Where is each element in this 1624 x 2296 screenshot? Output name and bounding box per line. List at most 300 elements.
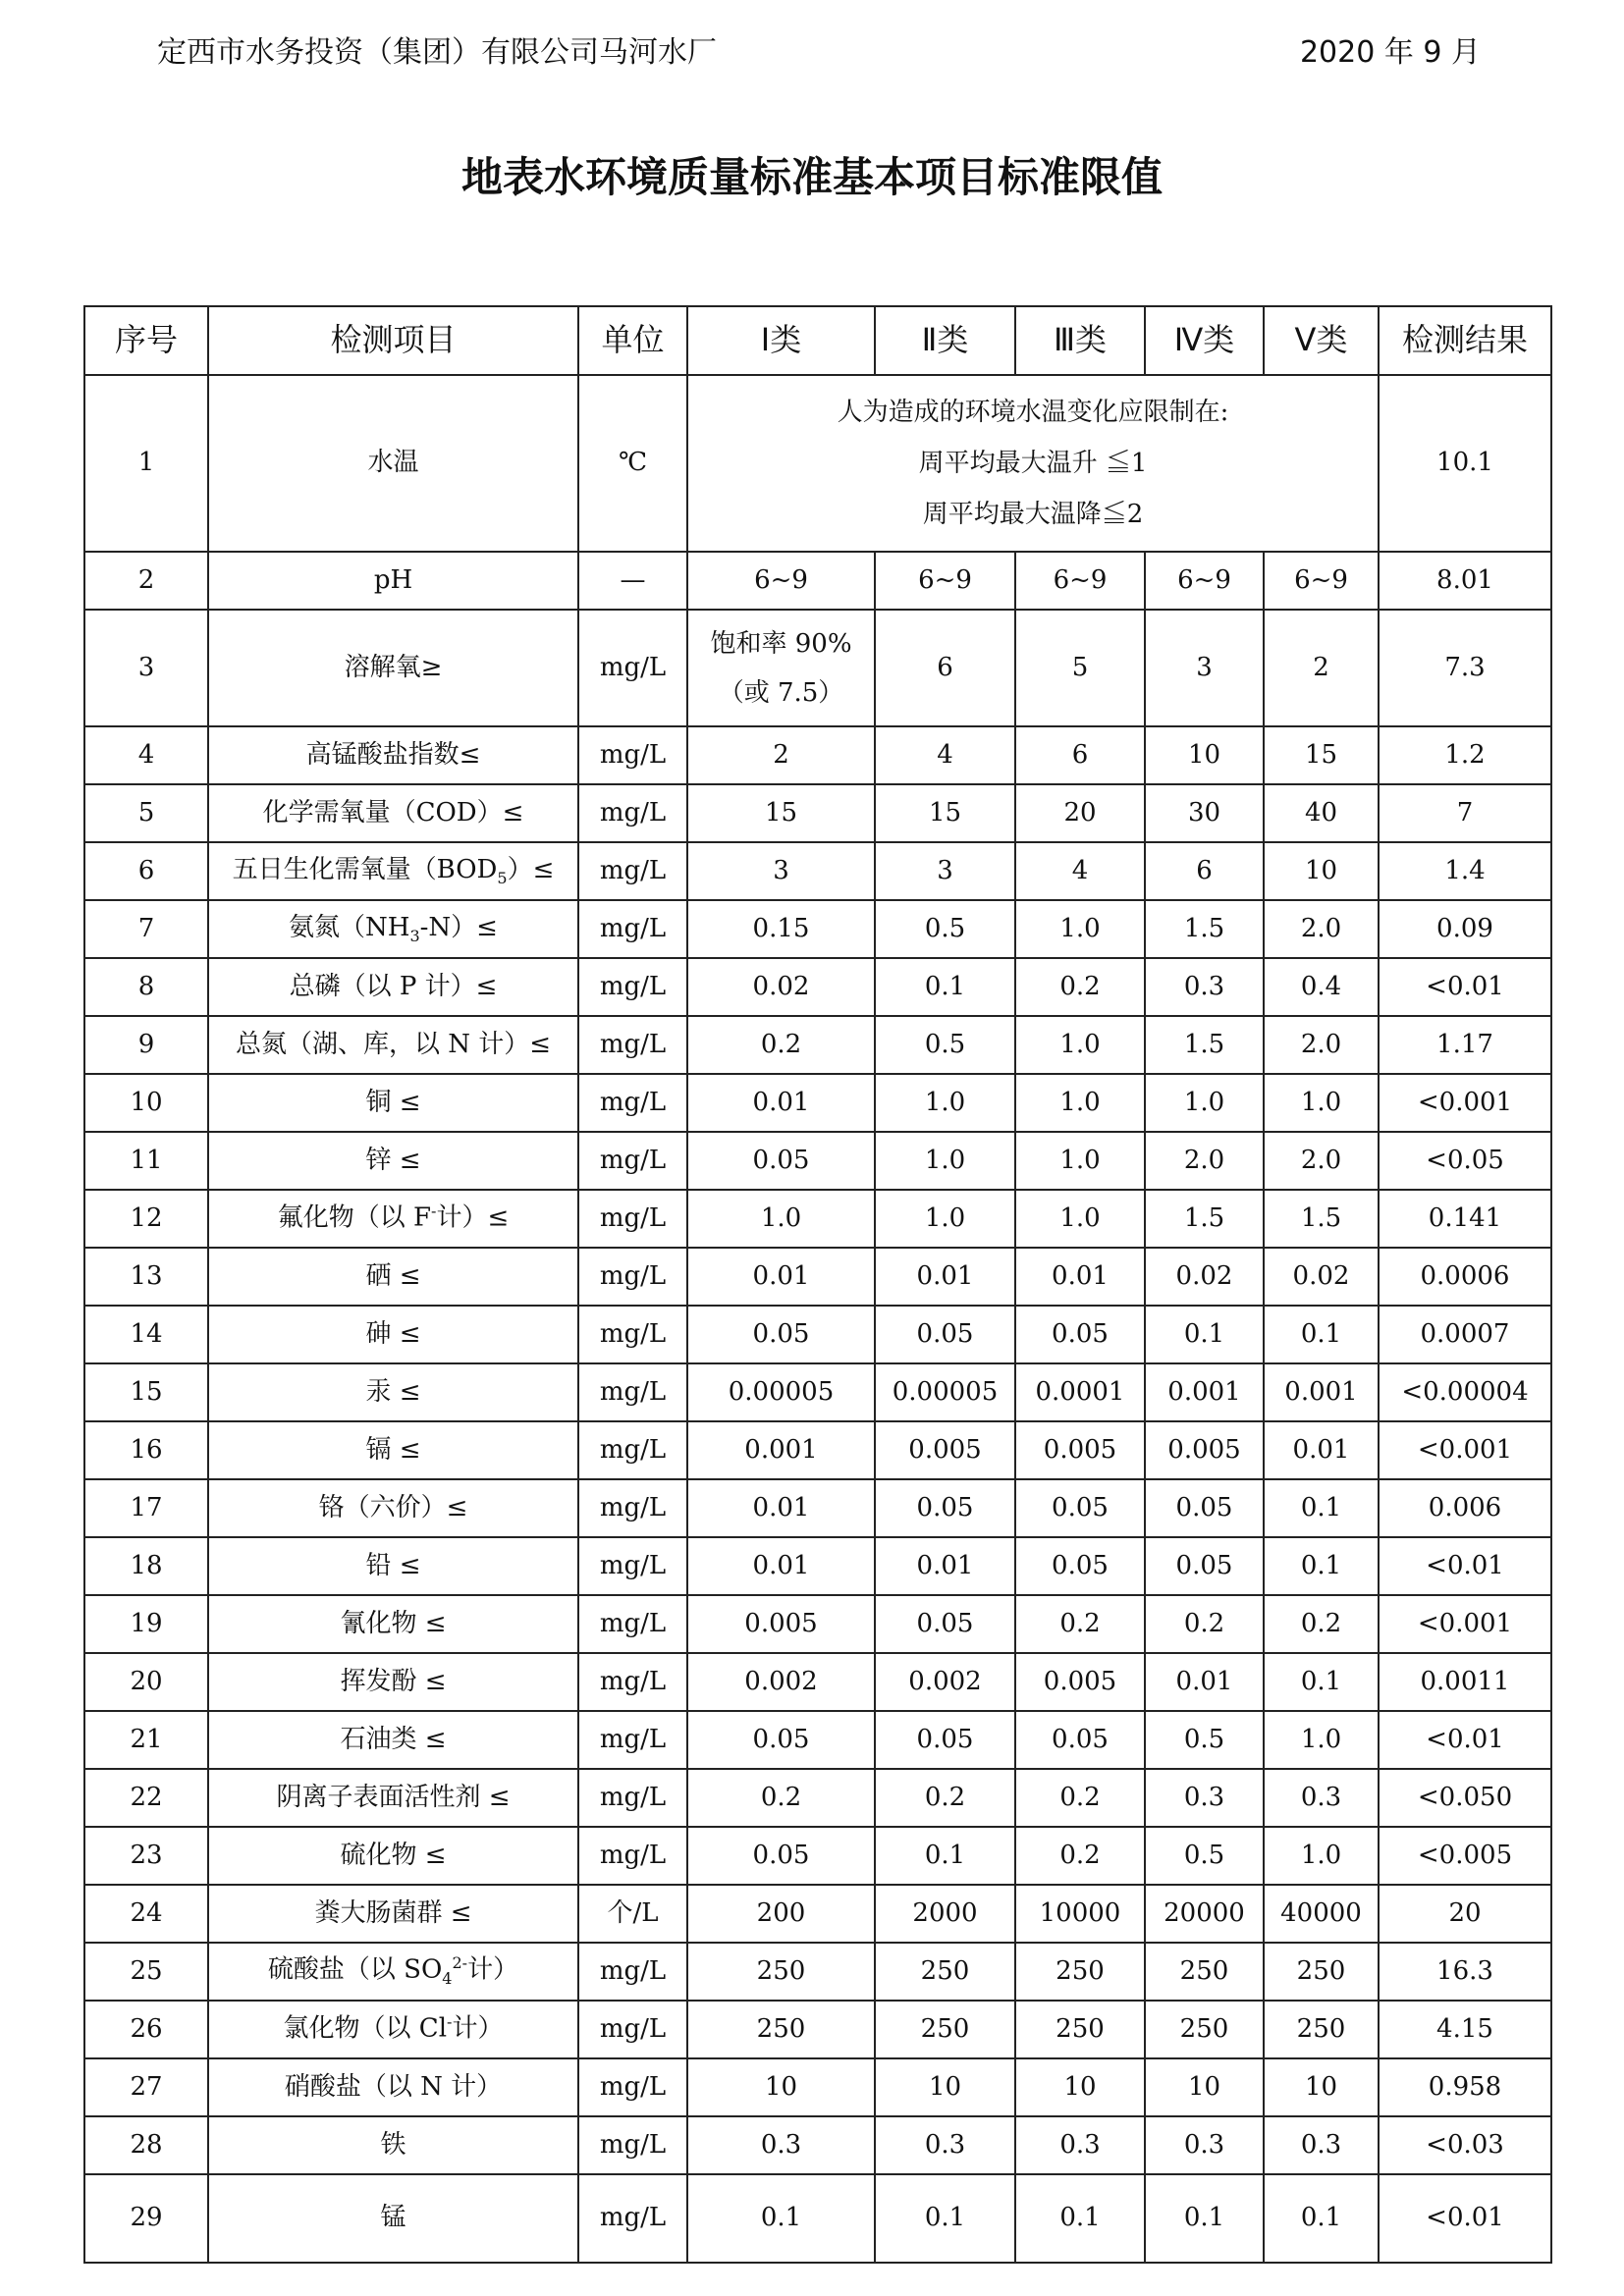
cell-no: 8 — [84, 958, 208, 1016]
cell-result: <0.01 — [1379, 2174, 1551, 2263]
cell-class-4: 0.01 — [1145, 1653, 1264, 1711]
table-row — [84, 1479, 1551, 1537]
cell-item: 挥发酚 ≤ — [208, 1653, 578, 1711]
report-date: 2020 年 9 月 — [1299, 35, 1481, 70]
cell-result: 1.4 — [1379, 842, 1551, 900]
cell-unit: mg/L — [578, 2001, 687, 2058]
cell-unit: mg/L — [578, 1595, 687, 1653]
cell-no: 4 — [84, 726, 208, 784]
cell-class-3: 0.2 — [1015, 1827, 1145, 1885]
table-row — [84, 610, 1551, 726]
cell-class-5: 2.0 — [1264, 1016, 1379, 1074]
cell-class-2: 0.3 — [875, 2116, 1015, 2174]
cell-class-5: 1.5 — [1264, 1190, 1379, 1248]
cell-line: 饱和率 90% — [710, 628, 852, 659]
col-header-class-5: Ⅴ类 — [1264, 306, 1379, 375]
table-row — [84, 2058, 1551, 2116]
cell-no: 2 — [84, 552, 208, 610]
cell-class-1: 0.15 — [687, 900, 875, 958]
cell-class-2: 15 — [875, 784, 1015, 842]
item-text-part: 计） — [467, 1954, 519, 1985]
table-row — [84, 1016, 1551, 1074]
cell-class-2: 0.5 — [875, 1016, 1015, 1074]
cell-class-2: 250 — [875, 1943, 1015, 2001]
cell-class-3: 0.2 — [1015, 1769, 1145, 1827]
cell-class-5: 0.1 — [1264, 1537, 1379, 1595]
cell-class-4: 0.05 — [1145, 1479, 1264, 1537]
cell-result: <0.01 — [1379, 1537, 1551, 1595]
cell-class-4: 6~9 — [1145, 552, 1264, 610]
cell-class-5: 0.1 — [1264, 1479, 1379, 1537]
cell-class-4: 0.1 — [1145, 2174, 1264, 2263]
cell-class-4: 0.001 — [1145, 1363, 1264, 1421]
cell-line: （或 7.5） — [718, 677, 844, 708]
cell-class-5: 0.4 — [1264, 958, 1379, 1016]
cell-class-5: 40000 — [1264, 1885, 1379, 1943]
cell-class-3: 10 — [1015, 2058, 1145, 2116]
cell-class-2: 2000 — [875, 1885, 1015, 1943]
cell-class-2: 0.5 — [875, 900, 1015, 958]
cell-unit: mg/L — [578, 2116, 687, 2174]
cell-class-5: 10 — [1264, 2058, 1379, 2116]
cell-class-1: 10 — [687, 2058, 875, 2116]
cell-class-3: 6 — [1015, 726, 1145, 784]
cell-class-1: 0.01 — [687, 1248, 875, 1306]
cell-class-3: 0.01 — [1015, 1248, 1145, 1306]
cell-class-1: 0.01 — [687, 1537, 875, 1595]
cell-result: 16.3 — [1379, 1943, 1551, 2001]
cell-result: 0.09 — [1379, 900, 1551, 958]
note-line: 人为造成的环境水温变化应限制在: — [837, 398, 1229, 427]
table-row — [84, 1537, 1551, 1595]
cell-no: 6 — [84, 842, 208, 900]
cell-result: 0.0006 — [1379, 1248, 1551, 1306]
cell-class-3: 4 — [1015, 842, 1145, 900]
cell-result: 20 — [1379, 1885, 1551, 1943]
cell-item: 粪大肠菌群 ≤ — [208, 1885, 578, 1943]
cell-class-4: 2.0 — [1145, 1132, 1264, 1190]
cell-unit: mg/L — [578, 1248, 687, 1306]
cell-class-3: 0.05 — [1015, 1306, 1145, 1363]
note-line: 周平均最大温降≦2 — [922, 500, 1144, 529]
cell-class-5: 1.0 — [1264, 1074, 1379, 1132]
table-row — [84, 900, 1551, 958]
table-row — [84, 842, 1551, 900]
cell-unit: mg/L — [578, 1074, 687, 1132]
cell-class-5: 40 — [1264, 784, 1379, 842]
cell-class-4: 0.3 — [1145, 1769, 1264, 1827]
cell-class-1: 250 — [687, 1943, 875, 2001]
table-row — [84, 1943, 1551, 2001]
cell-no: 27 — [84, 2058, 208, 2116]
cell-no: 14 — [84, 1306, 208, 1363]
cell-item: 铬（六价）≤ — [208, 1479, 578, 1537]
table-row — [84, 1769, 1551, 1827]
cell-class-3: 0.05 — [1015, 1537, 1145, 1595]
cell-class-1: 0.002 — [687, 1653, 875, 1711]
cell-unit: mg/L — [578, 726, 687, 784]
note-line: 周平均最大温升 ≦1 — [918, 449, 1148, 478]
cell-class-3: 0.2 — [1015, 958, 1145, 1016]
cell-class-5: 1.0 — [1264, 1711, 1379, 1769]
cell-class-5: 15 — [1264, 726, 1379, 784]
cell-item: 硫化物 ≤ — [208, 1827, 578, 1885]
cell-item — [208, 1943, 578, 2001]
cell-class-2: 0.1 — [875, 958, 1015, 1016]
cell-class-4: 10 — [1145, 726, 1264, 784]
cell-class-4: 0.5 — [1145, 1711, 1264, 1769]
cell-class-1: 0.01 — [687, 1479, 875, 1537]
cell-class-3: 20 — [1015, 784, 1145, 842]
cell-result: 7.3 — [1379, 610, 1551, 726]
cell-item: 化学需氧量（COD）≤ — [208, 784, 578, 842]
col-header-unit: 单位 — [578, 306, 687, 375]
cell-result: <0.001 — [1379, 1595, 1551, 1653]
cell-class-2: 0.01 — [875, 1537, 1015, 1595]
cell-class-3: 0.0001 — [1015, 1363, 1145, 1421]
cell-unit: mg/L — [578, 1016, 687, 1074]
cell-class-3: 1.0 — [1015, 1190, 1145, 1248]
cell-class-5: 250 — [1264, 1943, 1379, 2001]
cell-result: <0.00004 — [1379, 1363, 1551, 1421]
cell-item: 锌 ≤ — [208, 1132, 578, 1190]
cell-result: 0.0007 — [1379, 1306, 1551, 1363]
cell-class-4: 1.5 — [1145, 1190, 1264, 1248]
cell-item: 氰化物 ≤ — [208, 1595, 578, 1653]
cell-no: 3 — [84, 610, 208, 726]
item-text-part: - — [431, 1201, 437, 1221]
cell-class-2: 1.0 — [875, 1190, 1015, 1248]
col-header-class-1: Ⅰ类 — [687, 306, 875, 375]
item-text-part: 2- — [452, 1953, 468, 1973]
cell-unit: mg/L — [578, 2058, 687, 2116]
cell-no: 22 — [84, 1769, 208, 1827]
item-text-part: 4 — [442, 1969, 453, 1989]
table-row — [84, 1595, 1551, 1653]
cell-class-2: 0.00005 — [875, 1363, 1015, 1421]
cell-no: 19 — [84, 1595, 208, 1653]
cell-class-2: 0.005 — [875, 1421, 1015, 1479]
cell-class-1: 0.02 — [687, 958, 875, 1016]
cell-class-3: 5 — [1015, 610, 1145, 726]
cell-class-1: 0.00005 — [687, 1363, 875, 1421]
item-text-part: 计） — [452, 2013, 504, 2044]
cell-class-4: 6 — [1145, 842, 1264, 900]
cell-class-3: 250 — [1015, 1943, 1145, 2001]
cell-class-1: 200 — [687, 1885, 875, 1943]
cell-result: 0.141 — [1379, 1190, 1551, 1248]
cell-class-3: 0.2 — [1015, 1595, 1145, 1653]
cell-class-1: 0.05 — [687, 1711, 875, 1769]
cell-unit: mg/L — [578, 1769, 687, 1827]
col-header-class-2: Ⅱ类 — [875, 306, 1015, 375]
item-text-part: 3 — [409, 926, 420, 945]
cell-class-5: 10 — [1264, 842, 1379, 900]
cell-item: 水温 — [208, 375, 578, 552]
cell-item: 石油类 ≤ — [208, 1711, 578, 1769]
table-row — [84, 2001, 1551, 2058]
cell-item: 铅 ≤ — [208, 1537, 578, 1595]
cell-class-2: 6 — [875, 610, 1015, 726]
cell-class-1: 1.0 — [687, 1190, 875, 1248]
cell-unit: mg/L — [578, 1653, 687, 1711]
cell-item: 硒 ≤ — [208, 1248, 578, 1306]
item-text-part: 氨氮（NH — [289, 912, 410, 942]
cell-item: 汞 ≤ — [208, 1363, 578, 1421]
cell-no: 28 — [84, 2116, 208, 2174]
cell-class-2: 1.0 — [875, 1074, 1015, 1132]
cell-result: <0.001 — [1379, 1421, 1551, 1479]
cell-class-4: 30 — [1145, 784, 1264, 842]
item-text-part: ）≤ — [507, 854, 555, 884]
cell-item — [208, 2001, 578, 2058]
cell-unit: mg/L — [578, 1827, 687, 1885]
cell-class-2: 3 — [875, 842, 1015, 900]
cell-class-3: 0.3 — [1015, 2116, 1145, 2174]
table-row — [84, 1653, 1551, 1711]
table-row — [84, 958, 1551, 1016]
item-text-part: 5 — [497, 868, 508, 887]
cell-no: 23 — [84, 1827, 208, 1885]
table-row — [84, 1132, 1551, 1190]
col-header-item: 检测项目 — [208, 306, 578, 375]
cell-no: 21 — [84, 1711, 208, 1769]
cell-class-1: 3 — [687, 842, 875, 900]
table-row — [84, 1248, 1551, 1306]
cell-class-5: 0.01 — [1264, 1421, 1379, 1479]
cell-unit: mg/L — [578, 1306, 687, 1363]
cell-no: 12 — [84, 1190, 208, 1248]
cell-class-2: 4 — [875, 726, 1015, 784]
cell-item: 总磷（以 P 计）≤ — [208, 958, 578, 1016]
cell-no: 13 — [84, 1248, 208, 1306]
cell-result: <0.01 — [1379, 1711, 1551, 1769]
cell-item: 高锰酸盐指数≤ — [208, 726, 578, 784]
table-row — [84, 1827, 1551, 1885]
cell-class-1: 0.05 — [687, 1827, 875, 1885]
cell-class-1: 15 — [687, 784, 875, 842]
cell-class-2: 0.05 — [875, 1479, 1015, 1537]
cell-unit: mg/L — [578, 1363, 687, 1421]
cell-class-2: 0.01 — [875, 1248, 1015, 1306]
cell-item: 总氮（湖、库，以 N 计）≤ — [208, 1016, 578, 1074]
cell-class-4: 1.0 — [1145, 1074, 1264, 1132]
cell-result: 8.01 — [1379, 552, 1551, 610]
cell-class-3: 0.005 — [1015, 1421, 1145, 1479]
table-row — [84, 1074, 1551, 1132]
cell-class-3: 10000 — [1015, 1885, 1145, 1943]
cell-no: 20 — [84, 1653, 208, 1711]
cell-class-5: 2 — [1264, 610, 1379, 726]
cell-no: 25 — [84, 1943, 208, 2001]
cell-class-1: 0.01 — [687, 1074, 875, 1132]
cell-class-1: 250 — [687, 2001, 875, 2058]
cell-unit: mg/L — [578, 1711, 687, 1769]
cell-item: 铜 ≤ — [208, 1074, 578, 1132]
item-text-part: 计）≤ — [436, 1202, 510, 1233]
cell-class-1: 0.05 — [687, 1132, 875, 1190]
cell-item — [208, 842, 578, 900]
cell-unit: mg/L — [578, 1190, 687, 1248]
col-header-result: 检测结果 — [1379, 306, 1551, 375]
cell-class-4: 0.2 — [1145, 1595, 1264, 1653]
cell-class-2: 10 — [875, 2058, 1015, 2116]
organization-name: 定西市水务投资（集团）有限公司马河水厂 — [157, 35, 717, 70]
table-row — [84, 552, 1551, 610]
cell-class-4: 0.3 — [1145, 2116, 1264, 2174]
cell-class-5: 0.3 — [1264, 1769, 1379, 1827]
item-text-part: -N）≤ — [419, 912, 498, 942]
cell-result: 1.17 — [1379, 1016, 1551, 1074]
cell-class-4: 0.05 — [1145, 1537, 1264, 1595]
cell-result: <0.050 — [1379, 1769, 1551, 1827]
cell-no: 15 — [84, 1363, 208, 1421]
cell-item — [208, 900, 578, 958]
cell-item: 砷 ≤ — [208, 1306, 578, 1363]
table-row — [84, 1306, 1551, 1363]
cell-item: 硝酸盐（以 N 计） — [208, 2058, 578, 2116]
cell-class-3: 1.0 — [1015, 900, 1145, 958]
cell-class-4: 10 — [1145, 2058, 1264, 2116]
cell-unit: mg/L — [578, 842, 687, 900]
cell-class-3: 0.05 — [1015, 1479, 1145, 1537]
cell-unit: mg/L — [578, 958, 687, 1016]
cell-class-4: 0.005 — [1145, 1421, 1264, 1479]
cell-class-3: 250 — [1015, 2001, 1145, 2058]
cell-no: 18 — [84, 1537, 208, 1595]
cell-result: 4.15 — [1379, 2001, 1551, 2058]
cell-class-1: 0.3 — [687, 2116, 875, 2174]
cell-unit: mg/L — [578, 1943, 687, 2001]
cell-unit: mg/L — [578, 1479, 687, 1537]
cell-class-3: 1.0 — [1015, 1132, 1145, 1190]
cell-class-4: 3 — [1145, 610, 1264, 726]
cell-item: pH — [208, 552, 578, 610]
table-row — [84, 1885, 1551, 1943]
cell-class-5: 1.0 — [1264, 1827, 1379, 1885]
item-text-part: 氯化物（以 Cl — [283, 2013, 448, 2044]
cell-class-2: 0.002 — [875, 1653, 1015, 1711]
cell-unit: mg/L — [578, 1421, 687, 1479]
cell-class-5: 0.02 — [1264, 1248, 1379, 1306]
table-row — [84, 2174, 1551, 2263]
cell-class-1 — [687, 610, 875, 726]
cell-class-1: 0.05 — [687, 1306, 875, 1363]
cell-unit: mg/L — [578, 900, 687, 958]
cell-item: 溶解氧≥ — [208, 610, 578, 726]
cell-class-1: 0.2 — [687, 1769, 875, 1827]
cell-class-1: 6~9 — [687, 552, 875, 610]
cell-result: <0.03 — [1379, 2116, 1551, 2174]
cell-unit: ℃ — [578, 375, 687, 552]
cell-class-5: 250 — [1264, 2001, 1379, 2058]
col-header-class-3: Ⅲ类 — [1015, 306, 1145, 375]
col-header-class-4: Ⅳ类 — [1145, 306, 1264, 375]
cell-item — [208, 1190, 578, 1248]
cell-no: 9 — [84, 1016, 208, 1074]
cell-result: 10.1 — [1379, 375, 1551, 552]
cell-class-4: 0.5 — [1145, 1827, 1264, 1885]
cell-class-3: 0.05 — [1015, 1711, 1145, 1769]
cell-temperature-note — [687, 375, 1379, 552]
table-row — [84, 2116, 1551, 2174]
cell-class-2: 0.05 — [875, 1595, 1015, 1653]
cell-unit: 个/L — [578, 1885, 687, 1943]
cell-unit: mg/L — [578, 2174, 687, 2263]
standards-table — [83, 305, 1552, 2264]
item-text-part: 氟化物（以 F — [277, 1202, 432, 1233]
cell-item: 镉 ≤ — [208, 1421, 578, 1479]
cell-class-3: 0.005 — [1015, 1653, 1145, 1711]
cell-class-4: 0.02 — [1145, 1248, 1264, 1306]
cell-class-2: 0.1 — [875, 2174, 1015, 2263]
cell-result: <0.01 — [1379, 958, 1551, 1016]
cell-class-2: 0.05 — [875, 1306, 1015, 1363]
cell-no: 24 — [84, 1885, 208, 1943]
cell-class-2: 0.05 — [875, 1711, 1015, 1769]
cell-result: 7 — [1379, 784, 1551, 842]
cell-unit: — — [578, 552, 687, 610]
cell-item: 锰 — [208, 2174, 578, 2263]
cell-class-4: 0.3 — [1145, 958, 1264, 1016]
cell-no: 17 — [84, 1479, 208, 1537]
cell-no: 26 — [84, 2001, 208, 2058]
page-title: 地表水环境质量标准基本项目标准限值 — [460, 153, 1163, 201]
table-header-row — [84, 306, 1551, 375]
cell-class-5: 0.1 — [1264, 1653, 1379, 1711]
cell-no: 11 — [84, 1132, 208, 1190]
cell-class-4: 20000 — [1145, 1885, 1264, 1943]
cell-class-2: 6~9 — [875, 552, 1015, 610]
cell-class-5: 0.2 — [1264, 1595, 1379, 1653]
cell-class-4: 250 — [1145, 2001, 1264, 2058]
table-row — [84, 1190, 1551, 1248]
cell-no: 7 — [84, 900, 208, 958]
cell-class-5: 6~9 — [1264, 552, 1379, 610]
cell-unit: mg/L — [578, 1132, 687, 1190]
cell-item: 铁 — [208, 2116, 578, 2174]
cell-class-5: 0.3 — [1264, 2116, 1379, 2174]
cell-item: 阴离子表面活性剂 ≤ — [208, 1769, 578, 1827]
cell-result: <0.001 — [1379, 1074, 1551, 1132]
item-text-part: - — [447, 2012, 453, 2032]
cell-result: <0.005 — [1379, 1827, 1551, 1885]
cell-result: 1.2 — [1379, 726, 1551, 784]
cell-class-3: 0.1 — [1015, 2174, 1145, 2263]
table-row — [84, 726, 1551, 784]
cell-class-1: 0.1 — [687, 2174, 875, 2263]
cell-class-3: 6~9 — [1015, 552, 1145, 610]
cell-class-5: 0.001 — [1264, 1363, 1379, 1421]
cell-no: 16 — [84, 1421, 208, 1479]
table-row — [84, 1711, 1551, 1769]
table-row — [84, 1421, 1551, 1479]
cell-class-4: 1.5 — [1145, 1016, 1264, 1074]
cell-result: 0.0011 — [1379, 1653, 1551, 1711]
cell-class-3: 1.0 — [1015, 1016, 1145, 1074]
cell-class-4: 250 — [1145, 1943, 1264, 2001]
cell-class-2: 0.1 — [875, 1827, 1015, 1885]
cell-no: 29 — [84, 2174, 208, 2263]
item-text-part: 五日生化需氧量（BOD — [232, 854, 498, 884]
cell-no: 10 — [84, 1074, 208, 1132]
cell-class-5: 0.1 — [1264, 1306, 1379, 1363]
cell-class-2: 250 — [875, 2001, 1015, 2058]
cell-class-4: 1.5 — [1145, 900, 1264, 958]
cell-class-2: 1.0 — [875, 1132, 1015, 1190]
cell-class-1: 0.2 — [687, 1016, 875, 1074]
cell-unit: mg/L — [578, 1537, 687, 1595]
